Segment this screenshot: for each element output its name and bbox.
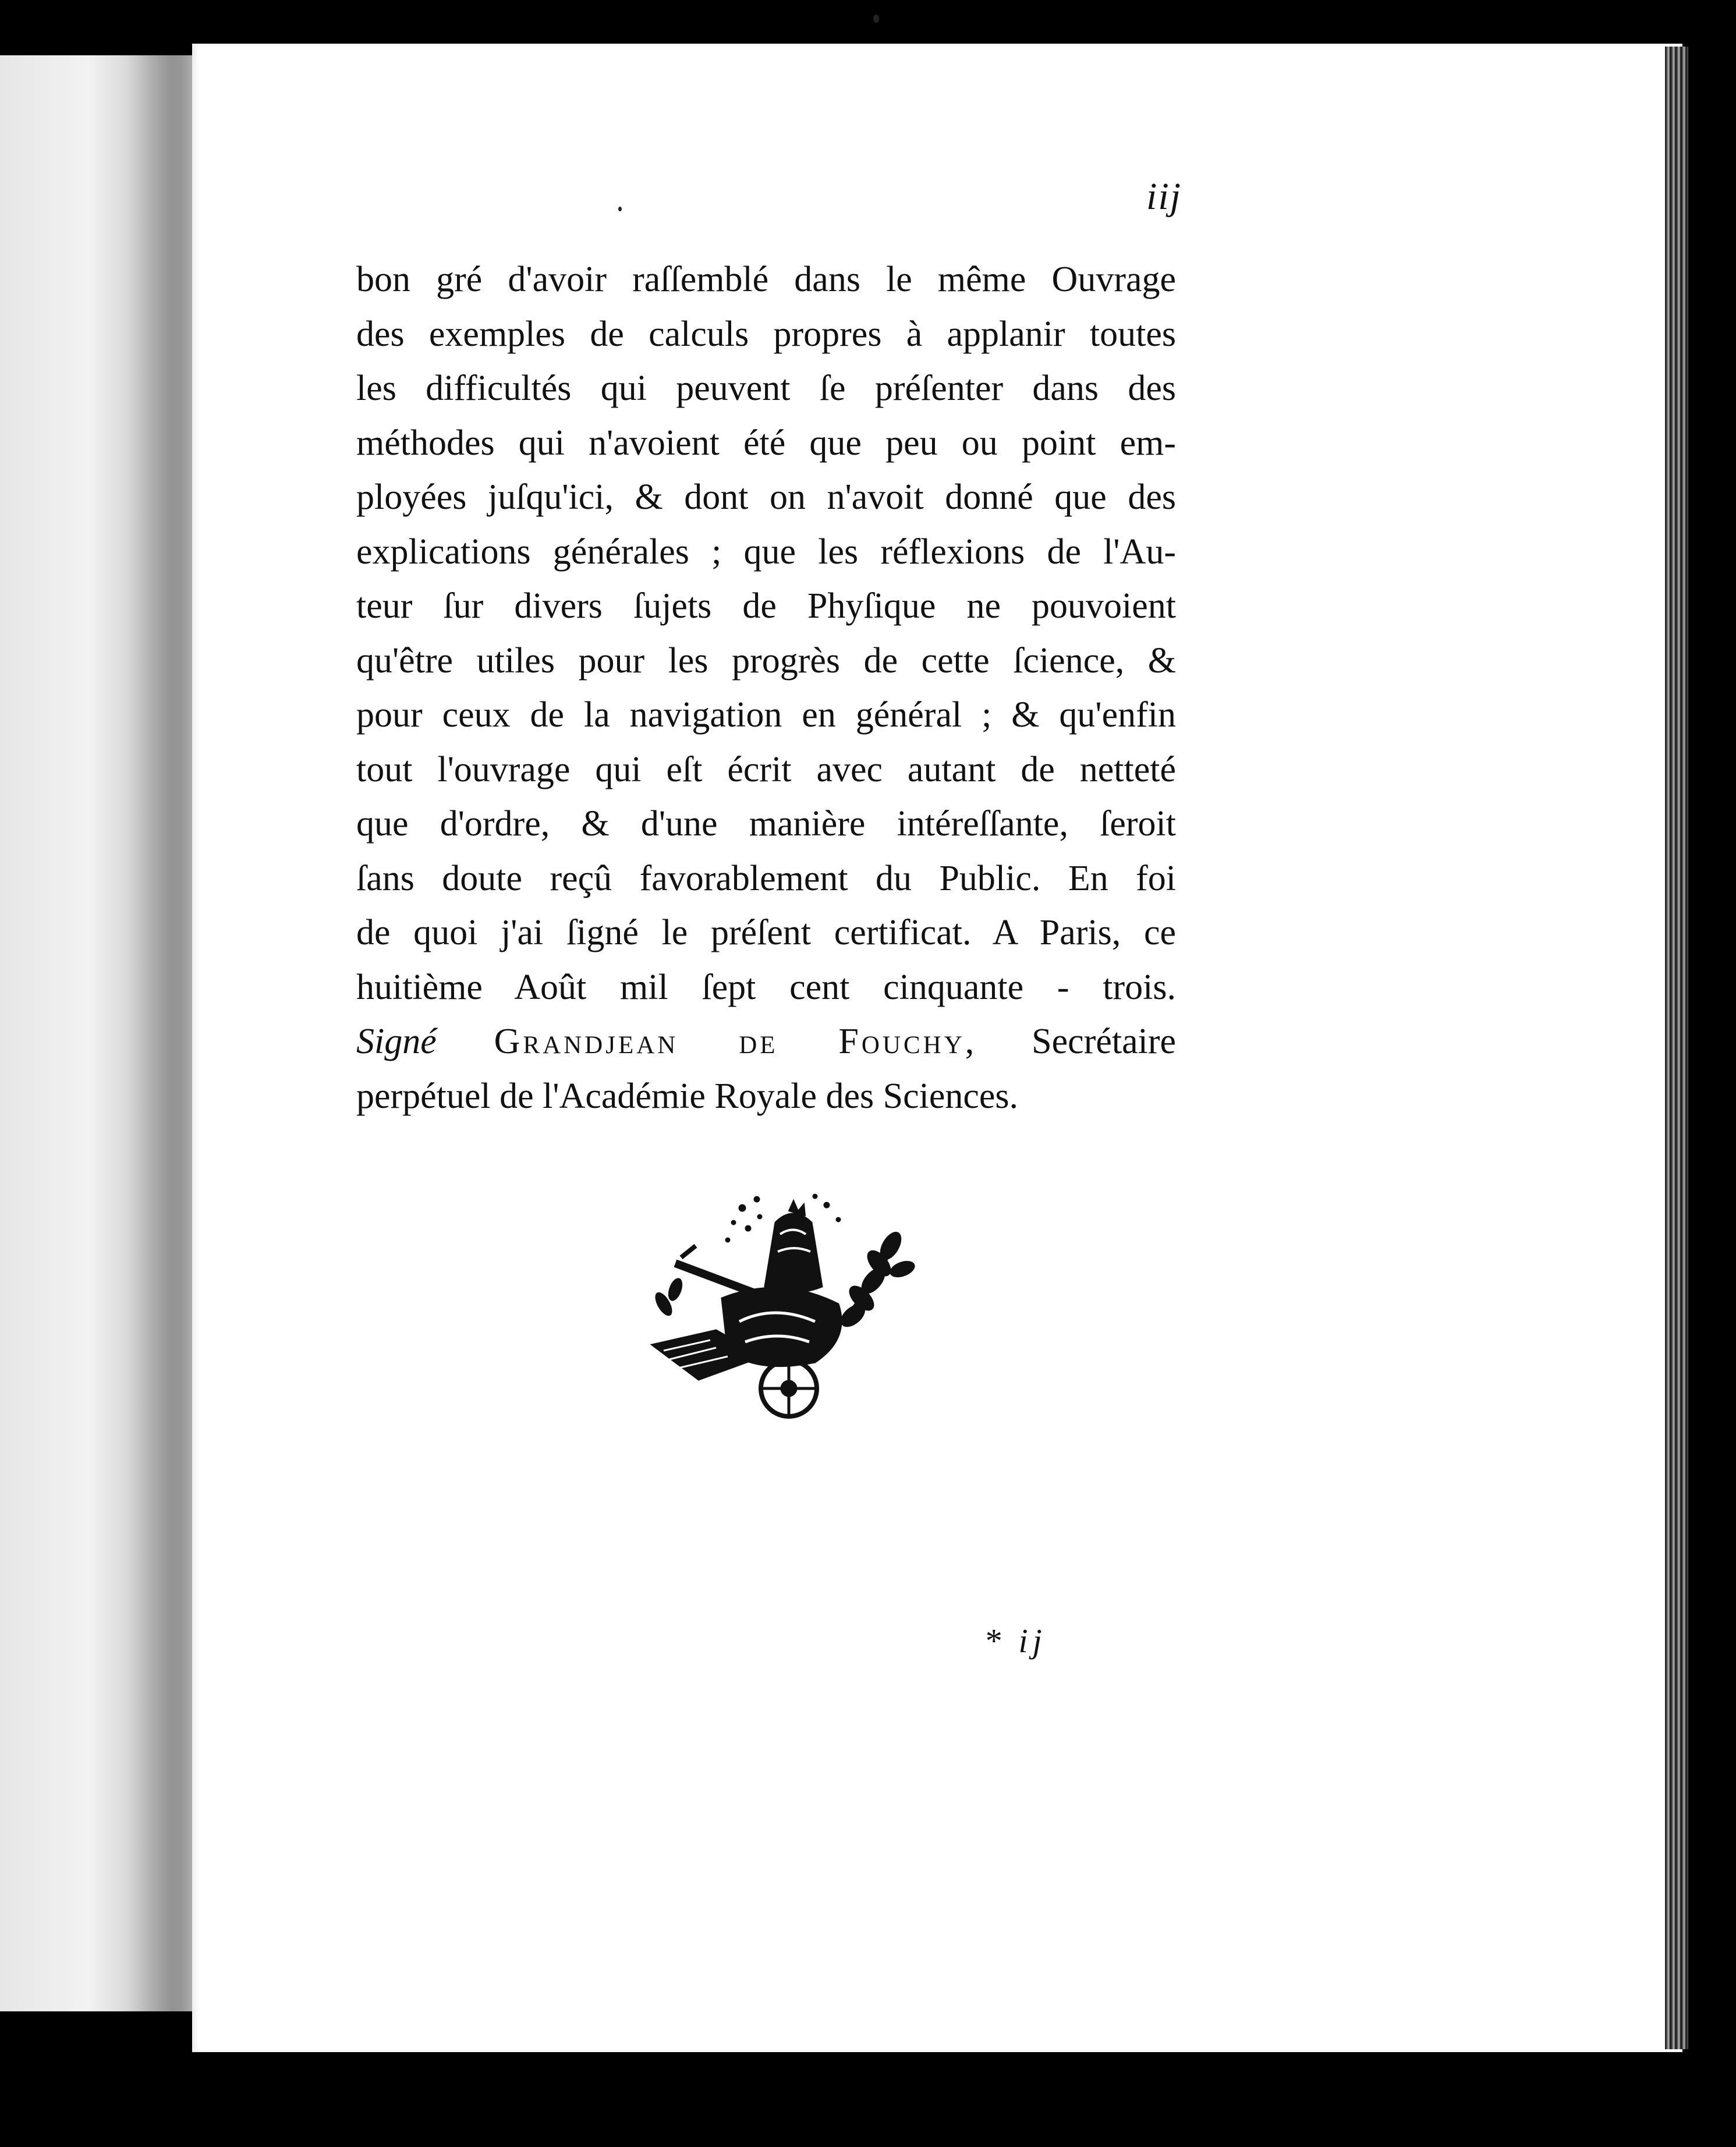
- dust-speck: [618, 207, 622, 211]
- signature-line: [356, 1015, 1176, 1069]
- text-line: ſans doute reçû favorablement du Public. En foi: [356, 858, 1176, 898]
- signed-word: Signé: [356, 1022, 437, 1061]
- text-line: explications générales ; que les réflexions de l'Au-: [356, 532, 1176, 572]
- signatory-name: Grandjean de Fouchy: [494, 1022, 965, 1061]
- text-line: méthodes qui n'avoient été que peu ou point em-: [356, 423, 1176, 463]
- text-line: teur ſur divers ſujets de Phyſique ne pouvoient: [356, 586, 1176, 626]
- signature-mark: * ij: [984, 1622, 1047, 1660]
- page-edge: [1665, 47, 1688, 2049]
- text-line: ployées juſqu'ici, & dont on n'avoit donné que des: [356, 477, 1176, 517]
- page-number: iij: [1146, 175, 1182, 218]
- engraved-vignette-icon: [640, 1188, 926, 1432]
- text-line: perpétuel de l'Académie Royale des Sciences.: [356, 1076, 1019, 1116]
- body-text: [356, 253, 1176, 1124]
- text-line: des exemples de calculs propres à applanir toutes: [356, 314, 1176, 354]
- text-line: tout l'ouvrage qui eſt écrit avec autant de netteté: [356, 749, 1176, 789]
- text-line: les difficultés qui peuvent ſe préſenter dans des: [356, 369, 1176, 408]
- text-line: pour ceux de la navigation en général ; & qu'enfin: [356, 695, 1176, 735]
- text-line: huitième Août mil ſept cent cinquante - trois.: [356, 967, 1176, 1007]
- text-line: de quoi j'ai ſigné le préſent certificat. A Paris, ce: [356, 913, 1176, 952]
- dust-speck: [873, 15, 879, 23]
- signatory-title: , Secrétaire: [965, 1022, 1176, 1061]
- text-line: qu'être utiles pour les progrès de cette ſcience, &: [356, 640, 1176, 681]
- text-line: bon gré d'avoir raſſemblé dans le même Ouvrage: [356, 260, 1176, 299]
- text-line: que d'ordre, & d'une manière intéreſſante, ſeroit: [356, 804, 1176, 844]
